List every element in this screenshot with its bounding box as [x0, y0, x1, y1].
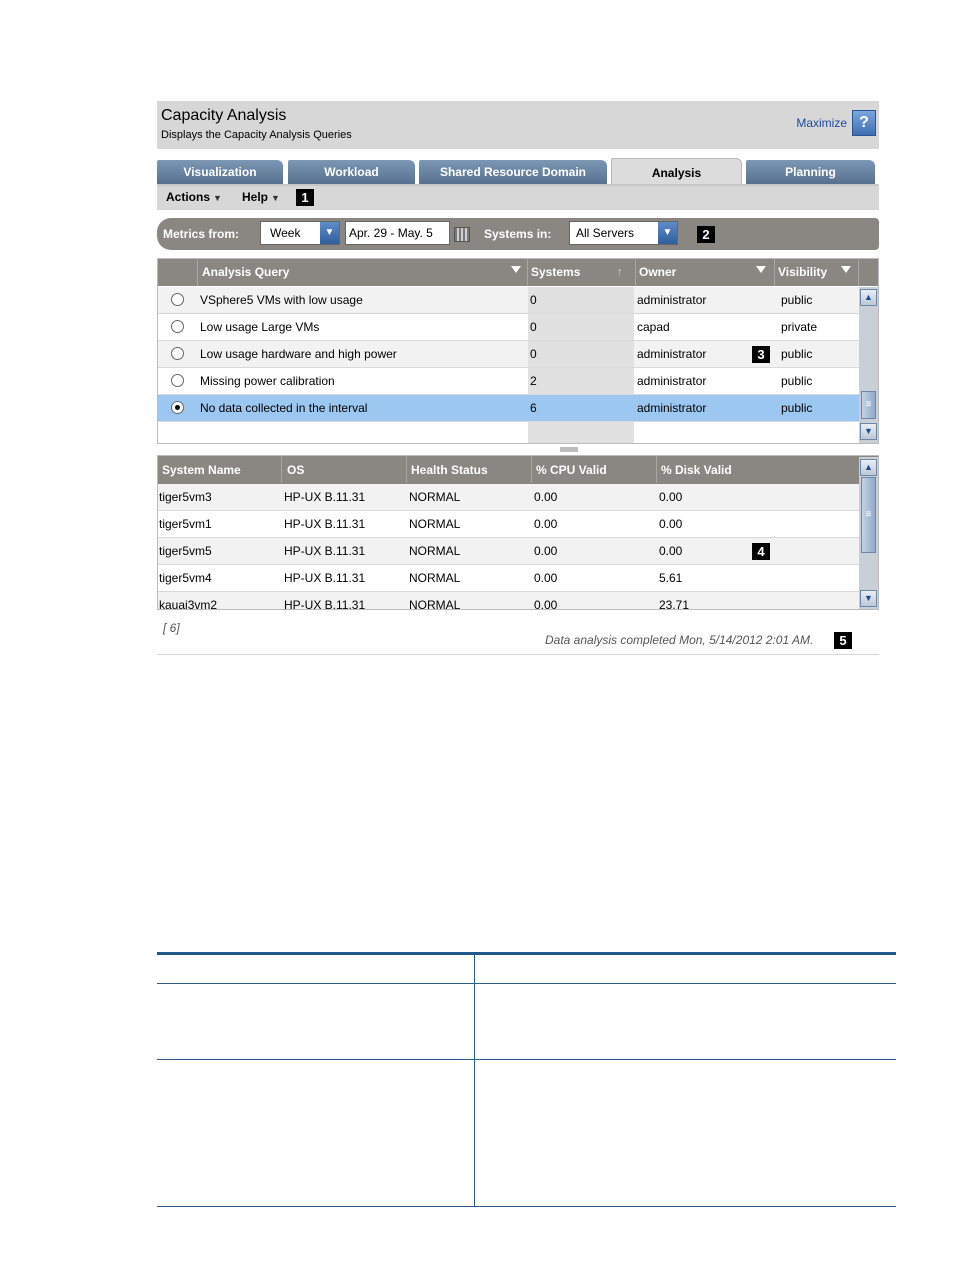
filter-icon[interactable] — [511, 266, 521, 273]
table-row[interactable] — [158, 341, 859, 368]
legend-table-row-rule — [157, 1059, 896, 1060]
query-systems: 0 — [530, 293, 537, 307]
query-name: VSphere5 VMs with low usage — [200, 293, 363, 307]
help-icon[interactable]: ? — [852, 110, 876, 136]
table-row[interactable] — [158, 538, 859, 565]
tab-workload[interactable]: Workload — [288, 160, 415, 184]
scroll-up-icon[interactable]: ▲ — [860, 459, 877, 476]
period-select[interactable] — [260, 221, 340, 245]
query-owner: administrator — [637, 374, 707, 388]
column-header-owner[interactable]: Owner — [639, 265, 677, 279]
scroll-thumb[interactable]: ≡ — [861, 477, 876, 553]
query-visibility: public — [781, 347, 813, 361]
system-os: HP-UX B.11.31 — [284, 571, 366, 585]
system-cpu-valid: 0.00 — [534, 544, 558, 558]
legend-table-top-rule — [157, 952, 896, 955]
query-name: Missing power calibration — [200, 374, 335, 388]
column-header-disk-valid[interactable]: % Disk Valid — [661, 463, 732, 477]
system-health: NORMAL — [409, 598, 461, 610]
legend-table-header-rule — [157, 983, 896, 984]
system-os: HP-UX B.11.31 — [284, 517, 366, 531]
systems-grid-header — [158, 456, 878, 484]
system-disk-valid: 0.00 — [659, 517, 683, 531]
panel-header — [157, 101, 879, 149]
help-menu[interactable] — [242, 190, 280, 204]
row-radio-button-selected[interactable] — [171, 401, 184, 414]
column-header-visibility[interactable]: Visibility — [778, 265, 828, 279]
maximize-link[interactable]: Maximize — [796, 116, 847, 130]
query-visibility: public — [781, 401, 813, 415]
query-visibility: public — [781, 374, 813, 388]
callout-badge: 1 — [296, 189, 314, 206]
query-name: Low usage hardware and high power — [200, 347, 397, 361]
actions-menu[interactable] — [166, 190, 222, 204]
page-subtitle: Displays the Capacity Analysis Queries — [161, 129, 352, 141]
system-cpu-valid: 0.00 — [534, 571, 558, 585]
scroll-thumb[interactable]: ≡ — [861, 391, 876, 419]
period-value: Week — [270, 226, 301, 240]
query-visibility: private — [781, 320, 818, 334]
column-header-system-name[interactable]: System Name — [162, 463, 241, 477]
query-grid-header — [158, 259, 878, 286]
table-row[interactable] — [158, 511, 859, 538]
column-header-cpu-valid[interactable]: % CPU Valid — [536, 463, 607, 477]
table-row[interactable] — [158, 484, 859, 511]
dropdown-arrow-icon[interactable]: ▼ — [658, 222, 677, 244]
system-os: HP-UX B.11.31 — [284, 490, 366, 504]
column-header-systems[interactable]: Systems — [531, 265, 581, 279]
system-disk-valid: 23.71 — [659, 598, 690, 610]
systems-in-value: All Servers — [576, 226, 635, 240]
filter-icon[interactable] — [841, 266, 851, 273]
system-name: kauai3vm2 — [159, 598, 218, 610]
query-grid-scrollbar[interactable] — [859, 287, 878, 443]
system-health: NORMAL — [409, 490, 461, 504]
row-count: [ 6] — [163, 621, 180, 635]
tab-visualization[interactable]: Visualization — [157, 160, 283, 184]
dropdown-arrow-icon[interactable]: ▼ — [320, 222, 339, 244]
table-row[interactable] — [158, 287, 859, 314]
system-health: NORMAL — [409, 517, 461, 531]
system-cpu-valid: 0.00 — [534, 517, 558, 531]
query-owner: administrator — [637, 293, 707, 307]
systems-grid — [157, 455, 879, 610]
callout-badge: 2 — [697, 226, 715, 243]
filter-icon[interactable] — [756, 266, 766, 273]
table-row[interactable] — [158, 592, 859, 610]
sort-ascending-icon[interactable]: ↑ — [617, 266, 623, 278]
row-radio-button[interactable] — [171, 374, 184, 387]
systems-grid-scrollbar[interactable] — [859, 457, 878, 609]
callout-badge: 5 — [834, 632, 852, 649]
analysis-status-text: Data analysis completed Mon, 5/14/2012 2:01 AM. — [545, 633, 814, 647]
row-radio-button[interactable] — [171, 347, 184, 360]
analysis-query-grid — [157, 258, 879, 444]
system-cpu-valid: 0.00 — [534, 490, 558, 504]
query-visibility: public — [781, 293, 813, 307]
tab-planning[interactable]: Planning — [746, 160, 875, 184]
caret-down-icon: ▼ — [213, 193, 222, 203]
table-row[interactable] — [158, 314, 859, 341]
column-header-analysis-query[interactable]: Analysis Query — [202, 265, 290, 279]
footer-divider — [157, 654, 879, 655]
help-menu-label: Help — [242, 190, 269, 204]
query-systems: 6 — [530, 401, 537, 415]
systems-in-label: Systems in: — [484, 227, 552, 241]
actions-menu-label: Actions — [166, 190, 211, 204]
query-owner: administrator — [637, 347, 707, 361]
page-title: Capacity Analysis — [161, 107, 287, 124]
table-row[interactable] — [158, 565, 859, 592]
system-name: tiger5vm5 — [159, 544, 212, 558]
system-health: NORMAL — [409, 571, 461, 585]
row-radio-button[interactable] — [171, 320, 184, 333]
system-os: HP-UX B.11.31 — [284, 544, 366, 558]
column-header-health-status[interactable]: Health Status — [411, 463, 488, 477]
legend-table-column-divider — [474, 955, 475, 1207]
system-disk-valid: 5.61 — [659, 571, 683, 585]
row-radio-button[interactable] — [171, 293, 184, 306]
metrics-toolbar — [157, 218, 879, 250]
table-row[interactable] — [158, 368, 859, 395]
date-range-field[interactable] — [345, 221, 450, 245]
metrics-from-label: Metrics from: — [163, 227, 240, 241]
scroll-down-icon[interactable]: ▼ — [860, 423, 877, 440]
caret-down-icon: ▼ — [271, 193, 280, 203]
calendar-icon[interactable] — [454, 227, 470, 242]
legend-table-bottom-rule — [157, 1206, 896, 1207]
system-health: NORMAL — [409, 544, 461, 558]
tab-analysis[interactable]: Analysis — [611, 158, 742, 186]
table-row-selected[interactable] — [158, 395, 859, 422]
scroll-up-icon[interactable]: ▲ — [860, 289, 877, 306]
query-owner: administrator — [637, 401, 707, 415]
system-disk-valid: 0.00 — [659, 544, 683, 558]
query-systems: 2 — [530, 374, 537, 388]
system-name: tiger5vm1 — [159, 517, 212, 531]
query-name: Low usage Large VMs — [200, 320, 320, 334]
system-disk-valid: 0.00 — [659, 490, 683, 504]
query-systems: 0 — [530, 320, 537, 334]
menu-bar — [157, 186, 879, 210]
query-owner: capad — [637, 320, 670, 334]
callout-badge: 3 — [752, 346, 770, 363]
system-name: tiger5vm4 — [159, 571, 212, 585]
pane-splitter-handle[interactable] — [560, 447, 578, 452]
column-header-os[interactable]: OS — [287, 463, 305, 477]
callout-badge: 4 — [752, 543, 770, 560]
scroll-down-icon[interactable]: ▼ — [860, 590, 877, 607]
systems-in-select[interactable] — [569, 221, 678, 245]
date-range-value: Apr. 29 - May. 5 — [349, 226, 433, 240]
query-systems: 0 — [530, 347, 537, 361]
system-os: HP-UX B.11.31 — [284, 598, 366, 610]
empty-row — [158, 422, 859, 444]
system-name: tiger5vm3 — [159, 490, 212, 504]
system-cpu-valid: 0.00 — [534, 598, 558, 610]
tab-shared-resource-domain[interactable]: Shared Resource Domain — [419, 160, 607, 184]
query-name: No data collected in the interval — [200, 401, 368, 415]
